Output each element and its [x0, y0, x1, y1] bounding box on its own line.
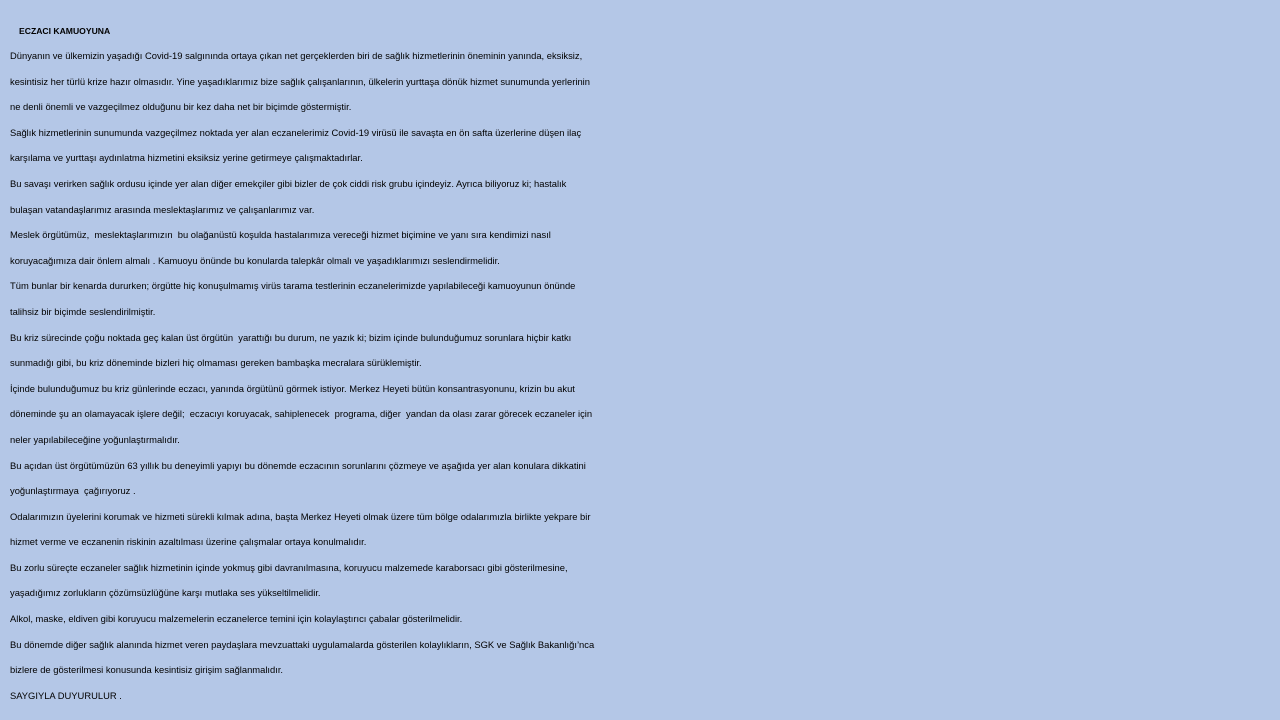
- document-body: [10, 43, 1280, 708]
- text-line-6: Bu savaşı verirken sağlık ordusu içinde yer alan diğer emekçiler gibi bizler de çok ciddi risk grubu içindeyiz. Ayrıca biliyoruz ki; hastalık: [10, 177, 567, 189]
- closing-line: SAYGIYLA DUYURULUR .: [10, 689, 122, 701]
- text-line-19: Odalarımızın üyelerini korumak ve hizmeti sürekli kılmak adına, başta Merkez Heyeti olmak üzere tüm bölge odalarımızla birlikte yekpare bir: [10, 510, 591, 522]
- text-line-16: neler yapılabileceğine yoğunlaştırmalıdır.: [10, 433, 180, 445]
- text-line-7: bulaşan vatandaşlarımız arasında meslektaşlarımız ve çalışanlarımız var.: [10, 203, 315, 215]
- text-line-8: Meslek örgütümüz, meslektaşlarımızın bu olağanüstü koşulda hastalarımıza vereceği hizmet biçimine ve yanı sıra kendimizi nasıl: [10, 229, 551, 241]
- text-line-1: Dünyanın ve ülkemizin yaşadığı Covid-19 salgınında ortaya çıkan net gerçeklerden biri de sağlık hizmetlerinin öneminin yanında, eksiksiz,: [10, 50, 583, 61]
- text-line-12: Bu kriz sürecinde çoğu noktada geç kalan üst örgütün yarattığı bu durum, ne yazık ki; bizim içinde bulunduğumuz sorunlara hiçbir katkı: [10, 331, 572, 343]
- text-line-15: döneminde şu an olamayacak işlere değil; eczacıyı koruyacak, sahiplenecek programa, diğer yandan da olası zarar görecek eczaneler için: [10, 408, 593, 420]
- text-line-24: Bu dönemde diğer sağlık alanında hizmet veren paydaşlara mevzuattaki uygulamalarda gösterilen kolaylıkların, SGK ve Sağlık Bakanlığı’nca: [10, 638, 595, 650]
- text-line-14: İçinde bulunduğumuz bu kriz günlerinde eczacı, yanında örgütünü görmek istiyor. Merkez Heyeti bütün konsantrasyonunu, krizin bu akut: [10, 382, 575, 394]
- text-line-2: kesintisiz her türlü krize hazır olmasıdır. Yine yaşadıklarımız bize sağlık çalışanlarının, ülkelerin yurttaşa dönük hizmet sunumunda yerlerinin: [10, 75, 590, 87]
- text-line-10: Tüm bunlar bir kenarda dururken; örgütte hiç konuşulmamış virüs tarama testlerinin eczanelerimizde yapılabileceği kamuoyunun önünde: [10, 280, 576, 292]
- text-line-22: yaşadığımız zorlukların çözümsüzlüğüne karşı mutlaka ses yükseltilmelidir.: [10, 587, 321, 599]
- text-line-3: ne denli önemli ve vazgeçilmez olduğunu bir kez daha net bir biçimde göstermiştir.: [10, 101, 352, 113]
- text-line-21: Bu zorlu süreçte eczaneler sağlık hizmetinin içinde yokmuş gibi davranılmasına, koruyucu malzemede karaborsacı gibi gösterilmesine,: [10, 561, 568, 573]
- text-line-20: hizmet verme ve eczanenin riskinin azaltılması üzerine çalışmalar ortaya konulmalıdır.: [10, 536, 367, 548]
- text-line-13: sunmadığı gibi, bu kriz döneminde bizleri hiç olmaması gereken bambaşka mecralara sürüklemiştir.: [10, 357, 422, 369]
- text-line-25: bizlere de gösterilmesi konusunda kesintisiz girişim sağlanmalıdır.: [10, 664, 284, 676]
- text-line-11: talihsiz bir biçimde seslendirilmiştir.: [10, 305, 156, 317]
- text-line-18: yoğunlaştırmaya çağırıyoruz .: [10, 485, 136, 497]
- text-line-5: karşılama ve yurttaşı aydınlatma hizmetini eksiksiz yerine getirmeye çalışmaktadırlar.: [10, 152, 363, 164]
- text-line-9: koruyacağımıza dair önlem almalı . Kamuoyu önünde bu konularda talepkâr olmalı ve yaşadıklarımızı seslendirmelidir.: [10, 254, 500, 266]
- document-title: ECZACI KAMUOYUNA: [19, 26, 111, 36]
- text-line-23: Alkol, maske, eldiven gibi koruyucu malzemelerin eczanelerce temini için kolaylaştırıcı çabalar gösterilmelidir.: [10, 613, 463, 625]
- text-line-4: Sağlık hizmetlerinin sunumunda vazgeçilmez noktada yer alan eczanelerimiz Covid-19 virüsü ile savaşta en ön safta üzerlerine düşen ilaç: [10, 126, 582, 138]
- text-line-17: Bu açıdan üst örgütümüzün 63 yıllık bu deneyimli yapıyı bu dönemde eczacının sorunlarını çözmeye ve aşağıda yer alan konulara dikkatini: [10, 459, 586, 471]
